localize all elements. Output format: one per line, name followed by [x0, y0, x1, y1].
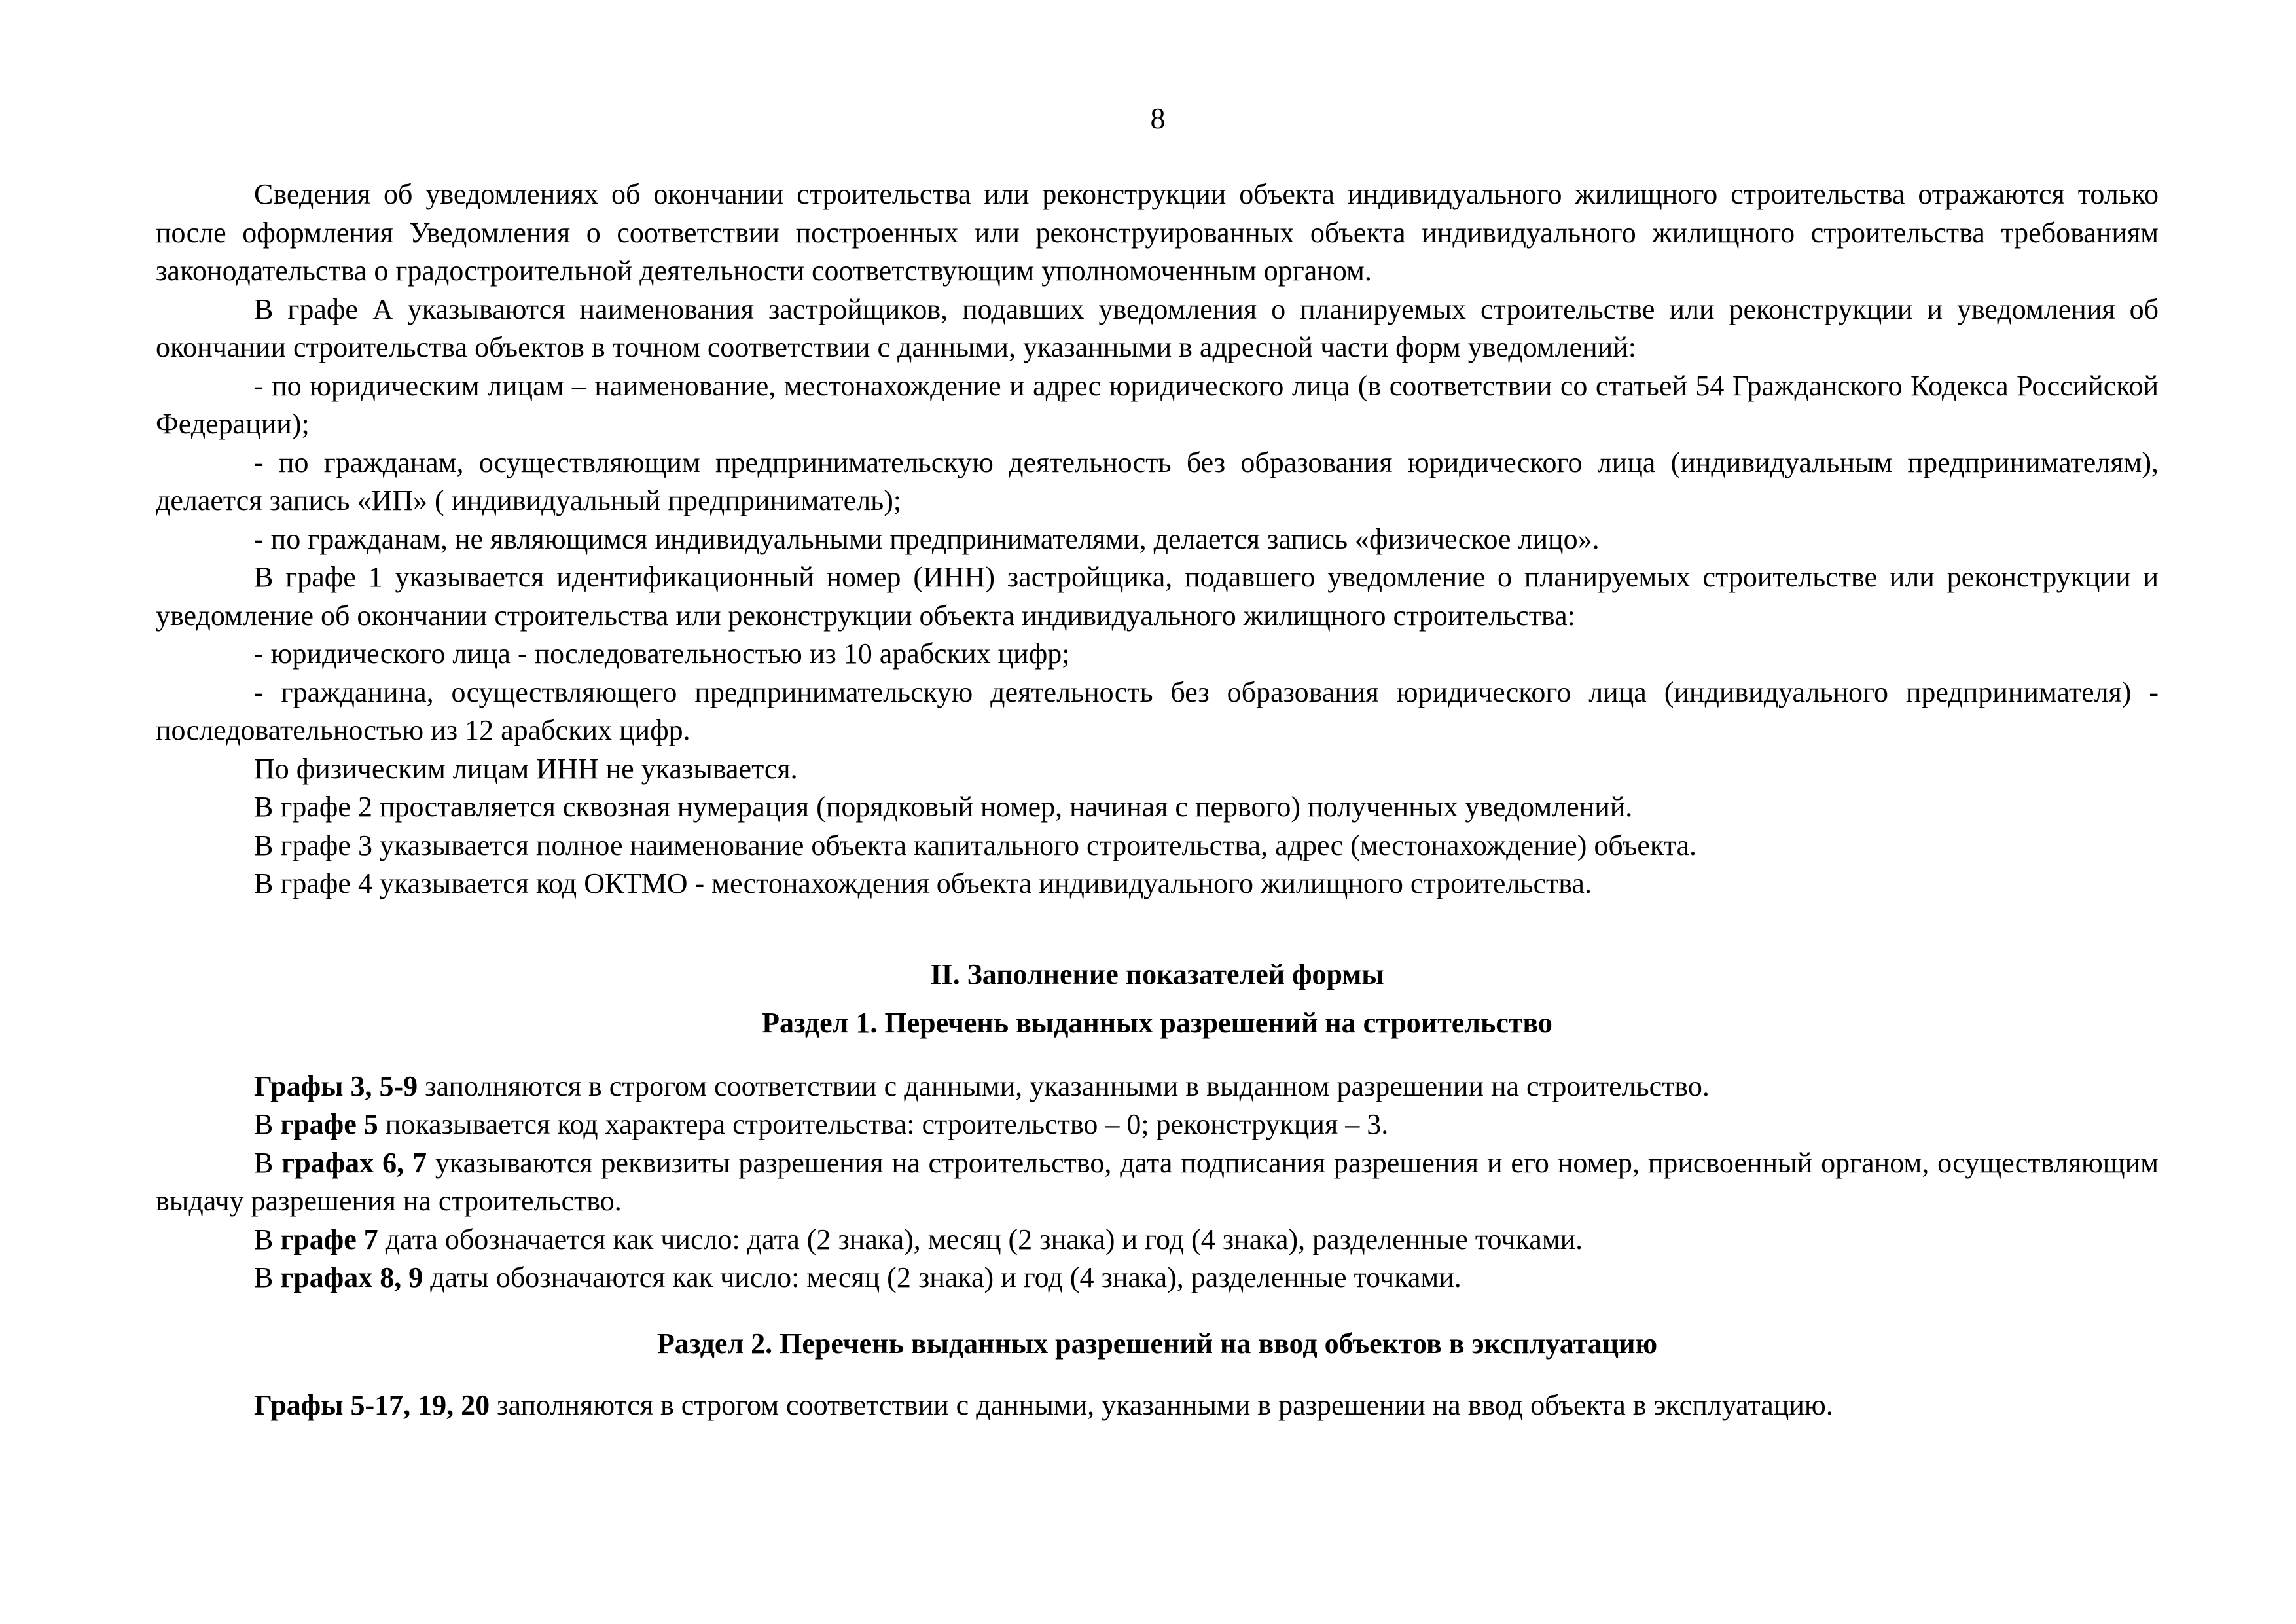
- intro-paragraph-10: В графе 2 проставляется сквозная нумерация (порядковый номер, начиная с первого) полученных уведомлений.: [254, 791, 1633, 823]
- section-1-paragraph-3-text: указываются реквизиты разрешения на строительство, дата подписания разрешения и его номер, присвоенный органом, осуществляющим выдачу разрешения на строительство.: [156, 1146, 2159, 1217]
- section-1-paragraph-1-text: заполняются в строгом соответствии с данными, указанными в выданном разрешении на строительство.: [418, 1070, 1710, 1102]
- section-1-paragraph-5-text: даты обозначаются как число: месяц (2 знака) и год (4 знака), разделенные точками.: [423, 1261, 1462, 1293]
- intro-paragraph-11: В графе 3 указывается полное наименование объекта капитального строительства, адрес (местонахождение) объекта.: [254, 829, 1697, 861]
- intro-paragraph-6: В графе 1 указывается идентификационный номер (ИНН) застройщика, подавшего уведомление о планируемых строительстве или реконструкции и уведомление об окончании строительства или реконструкции объекта индивидуального жилищного строительства:: [156, 561, 2159, 632]
- intro-paragraph-7: - юридического лица - последовательностью из 10 арабских цифр;: [254, 638, 1070, 670]
- section-1-paragraph-4: [156, 1221, 2159, 1259]
- section-1-paragraph-4-text: дата обозначается как число: дата (2 знака), месяц (2 знака) и год (4 знака), разделенные точками.: [378, 1223, 1583, 1255]
- intro-paragraph-4: - по гражданам, осуществляющим предпринимательскую деятельность без образования юридического лица (индивидуальным предпринимателям), делается запись «ИП» ( индивидуальный предприниматель);: [156, 446, 2159, 516]
- section-1-paragraph-2-bold: графе 5: [280, 1108, 378, 1140]
- section-2-paragraph-1: [156, 1386, 2159, 1425]
- intro-paragraph-2: В графе А указываются наименования застройщиков, подавших уведомления о планируемых строительстве или реконструкции и уведомления об окончании строительства объектов в точном соответствии с данными, указанными в адресной части форм уведомлений:: [156, 293, 2159, 363]
- section-1-paragraph-4-bold: графе 7: [280, 1223, 378, 1255]
- intro-paragraph-12: В графе 4 указывается код ОКТМО - местонахождения объекта индивидуального жилищного строительства.: [254, 867, 1592, 899]
- intro-paragraph-8: - гражданина, осуществляющего предпринимательскую деятельность без образования юридического лица (индивидуального предпринимателя) - последовательностью из 12 арабских цифр.: [156, 676, 2159, 746]
- section-1-paragraph-5-bold: графах 8, 9: [280, 1261, 423, 1293]
- section-1-paragraph-5: [156, 1259, 2159, 1297]
- section-1-paragraph-2-prefix: В: [254, 1108, 281, 1140]
- section-1-paragraph-1-bold: Графы 3, 5-9: [254, 1070, 418, 1102]
- part-2-heading: II. Заполнение показателей формы: [930, 958, 1384, 990]
- section-2-paragraph-1-bold: Графы 5-17, 19, 20: [254, 1389, 490, 1421]
- document-body: [156, 175, 2159, 1425]
- section-1-paragraph-5-prefix: В: [254, 1261, 281, 1293]
- intro-paragraph-1: Сведения об уведомлениях об окончании строительства или реконструкции объекта индивидуального жилищного строительства отражаются только после оформления Уведомления о соответствии построенных или реконструированных объекта индивидуального жилищного строительства требованиям законодательства о градостроительной деятельности соответствующим уполномоченным органом.: [156, 178, 2159, 287]
- section-2-paragraph-1-text: заполняются в строгом соответствии с данными, указанными в разрешении на ввод объекта в эксплуатацию.: [490, 1389, 1833, 1421]
- section-1-paragraph-3-prefix: В: [254, 1146, 282, 1179]
- section-1-heading: Раздел 1. Перечень выданных разрешений на строительство: [762, 1007, 1552, 1039]
- page-number: 8: [1150, 101, 1166, 135]
- section-1-paragraph-2-text: показывается код характера строительства: строительство – 0; реконструкция – 3.: [378, 1108, 1389, 1140]
- section-1-paragraph-3: [156, 1144, 2159, 1221]
- section-1-paragraph-3-bold: графах 6, 7: [281, 1146, 427, 1179]
- section-2-heading: Раздел 2. Перечень выданных разрешений на ввод объектов в эксплуатацию: [656, 1327, 1658, 1360]
- section-1-paragraph-1: [156, 1068, 2159, 1106]
- section-1-paragraph-2: [156, 1106, 2159, 1144]
- intro-paragraph-5: - по гражданам, не являющимся индивидуальными предпринимателями, делается запись «физическое лицо».: [254, 522, 1600, 555]
- intro-paragraph-3: - по юридическим лицам – наименование, местонахождение и адрес юридического лица (в соответствии со статьей 54 Гражданского Кодекса Российской Федерации);: [156, 369, 2159, 440]
- section-1-paragraph-4-prefix: В: [254, 1223, 281, 1255]
- intro-paragraph-9: По физическим лицам ИНН не указывается.: [254, 752, 798, 785]
